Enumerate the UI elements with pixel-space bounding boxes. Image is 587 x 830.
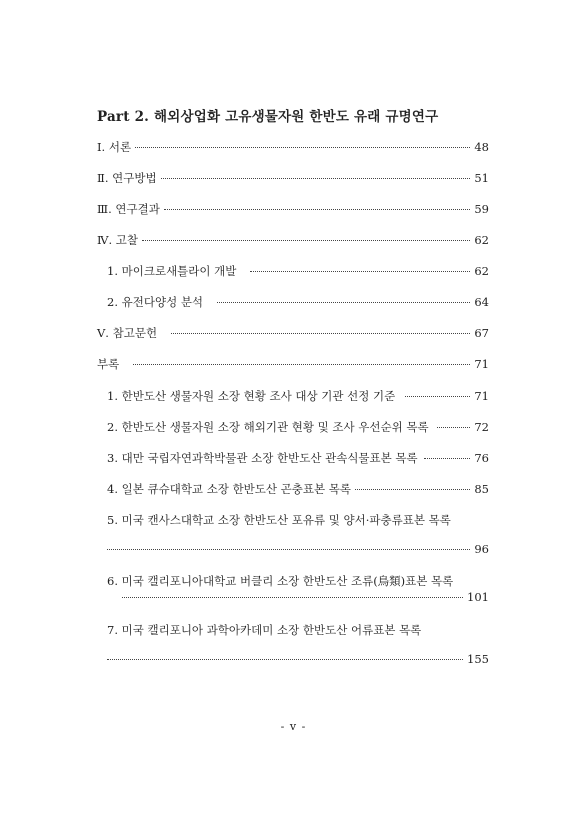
toc-entry-microsatellite[interactable]	[107, 263, 489, 279]
dot-leader	[250, 271, 470, 272]
appendix-item-7-label: 7. 미국 캘리포니아 과학아카데미 소장 한반도산 어류표본 목록	[107, 623, 422, 637]
toc-entry-label: 2. 한반도산 생물자원 소장 해외기관 현황 및 조사 우선순위 목록	[107, 420, 429, 434]
toc-entry-discussion[interactable]	[97, 232, 489, 248]
toc-entry-page: 71	[474, 357, 489, 371]
toc-entry-references[interactable]	[97, 325, 489, 341]
toc-entry-page: 48	[474, 140, 489, 154]
dot-leader	[217, 302, 470, 303]
toc-entry-page: 62	[474, 233, 489, 247]
toc-entry-label: Ⅳ. 고찰	[97, 233, 139, 247]
toc-entry-page: 67	[474, 326, 489, 340]
appendix-item-3[interactable]	[107, 450, 489, 466]
toc-entry-page: 85	[474, 482, 489, 496]
toc-entry-label: Ⅴ. 참고문헌	[97, 326, 158, 340]
toc-entry-label: Ⅲ. 연구결과	[97, 202, 160, 216]
toc-entry-intro[interactable]	[97, 139, 489, 155]
toc-entry-label: 부록	[97, 357, 120, 371]
dot-leader	[355, 489, 470, 490]
toc-entry-results[interactable]	[97, 201, 489, 217]
dot-leader	[437, 427, 471, 428]
dot-leader	[424, 458, 471, 459]
appendix-item-2[interactable]	[107, 419, 489, 435]
toc-entry-genetic-diversity[interactable]	[107, 294, 489, 310]
toc-entry-label: 4. 일본 큐슈대학교 소장 한반도산 곤충표본 목록	[107, 482, 351, 496]
dot-leader	[161, 178, 471, 179]
appendix-item-6-label: 6. 미국 캘리포니아대학교 버클리 소장 한반도산 조류(鳥類)표본 목록	[107, 574, 454, 588]
toc-entry-page: 155	[467, 652, 489, 666]
page-number: - v -	[280, 720, 307, 733]
dot-leader	[135, 147, 470, 148]
dot-leader	[107, 549, 470, 550]
toc-entry-page: 62	[474, 264, 489, 278]
appendix-item-6[interactable]	[122, 590, 489, 606]
toc-entry-label: 3. 대만 국립자연과학박물관 소장 한반도산 관속식물표본 목록	[107, 451, 418, 465]
toc-entry-page: 76	[474, 451, 489, 465]
toc-entry-label: Ⅰ. 서론	[97, 140, 132, 154]
toc-entry-label: 1. 한반도산 생물자원 소장 현황 조사 대상 기관 선정 기준	[107, 389, 396, 403]
toc-entry-label: 2. 유전다양성 분석	[107, 295, 204, 309]
appendix-item-5-label: 5. 미국 캔사스대학교 소장 한반도산 포유류 및 양서·파충류표본 목록	[107, 513, 451, 527]
toc-entry-page: 96	[474, 542, 489, 556]
dot-leader	[164, 209, 471, 210]
toc-entry-page: 101	[467, 590, 489, 604]
page-title: Part 2. 해외상업화 고유생물자원 한반도 유래 규명연구	[97, 109, 439, 125]
appendix-item-5[interactable]	[107, 542, 489, 558]
dot-leader	[122, 597, 463, 598]
dot-leader	[107, 659, 463, 660]
appendix-item-7[interactable]	[107, 652, 489, 668]
toc-entry-page: 71	[474, 389, 489, 403]
toc-entry-appendix[interactable]	[97, 356, 489, 372]
toc-entry-label: 1. 마이크로새틀라이 개발	[107, 264, 237, 278]
toc-entry-label: Ⅱ. 연구방법	[97, 171, 157, 185]
dot-leader	[405, 396, 470, 397]
dot-leader	[133, 364, 470, 365]
dot-leader	[142, 240, 470, 241]
toc-entry-page: 51	[474, 171, 489, 185]
toc-entry-methods[interactable]	[97, 170, 489, 186]
toc-entry-page: 64	[474, 295, 489, 309]
toc-entry-page: 72	[474, 420, 489, 434]
appendix-item-4[interactable]	[107, 481, 489, 497]
toc-entry-page: 59	[474, 202, 489, 216]
dot-leader	[171, 333, 470, 334]
appendix-item-1[interactable]	[107, 388, 489, 404]
